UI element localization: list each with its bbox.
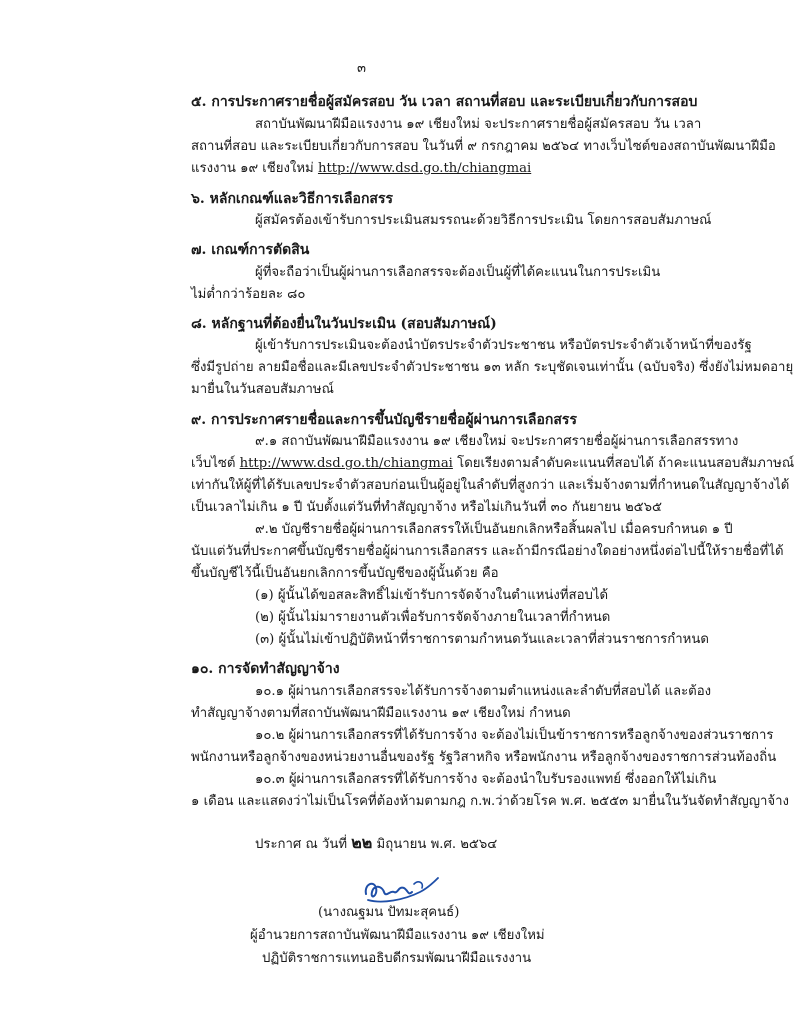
section-8-heading: ๘. หลักฐานที่ต้องยื่นในวันประเมิน (สอบสัมภาษณ์) [191, 316, 497, 332]
section-9-1-line-4: เป็นเวลาไม่เกิน ๑ ปี นับตั้งแต่วันที่ทำสัญญาจ้าง หรือไม่เกินวันที่ ๓๐ กันยายน ๒๕๖๕ [191, 500, 662, 515]
signatory-name: (นางณฐมน ปัทมะสุคนธ์) [318, 905, 460, 920]
section-10-heading: ๑๐. การจัดทำสัญญาจ้าง [191, 661, 340, 677]
section-8-line-1: ผู้เข้ารับการประเมินจะต้องนำบัตรประจำตัวประชาชน หรือบัตรประจำตัวเจ้าหน้าที่ของรัฐ [255, 338, 752, 353]
section-5-line-1: สถาบันพัฒนาฝีมือแรงงาน ๑๙ เชียงใหม่ จะประกาศรายชื่อผู้สมัครสอบ วัน เวลา [255, 117, 702, 132]
section-10-2-line-1: ๑๐.๒ ผู้ผ่านการเลือกสรรที่ได้รับการจ้าง จะต้องไม่เป็นข้าราชการหรือลูกจ้างของส่วนราชการ [255, 728, 774, 743]
page-number: ๓ [356, 61, 366, 76]
list-item: (๓) ผู้นั้นไม่เข้าปฏิบัติหน้าที่ราชการตามกำหนดวันและเวลาที่ส่วนราชการกำหนด [255, 632, 709, 647]
section-9-2-line-1: ๙.๒ บัญชีรายชื่อผู้ผ่านการเลือกสรรให้เป็นอันยกเลิกหรือสิ้นผลไป เมื่อครบกำหนด ๑ ปี [255, 522, 733, 537]
section-9-1-line-1: ๙.๑ สถาบันพัฒนาฝีมือแรงงาน ๑๙ เชียงใหม่ จะประกาศรายชื่อผู้ผ่านการเลือกสรรทาง [255, 434, 739, 449]
section-9-1-website-label: เว็บไซต์ [191, 456, 236, 471]
section-8-line-3: มายื่นในวันสอบสัมภาษณ์ [191, 382, 334, 397]
section-9-2-line-3: ขึ้นบัญชีไว้นี้เป็นอันยกเลิกการขึ้นบัญชีของผู้นั้นด้วย คือ [191, 566, 499, 581]
announcement-date-prefix: ประกาศ ณ วันที่ [255, 837, 348, 852]
section-9-heading: ๙. การประกาศรายชื่อและการขึ้นบัญชีรายชื่อผู้ผ่านการเลือกสรร [191, 412, 577, 428]
section-5-line-2: สถานที่สอบ และระเบียบเกี่ยวกับการสอบ ในวันที่ ๙ กรกฎาคม ๒๕๖๔ ทางเว็บไซต์ของสถาบันพัฒนาฝีมือ [191, 139, 776, 154]
section-9-1-line-3: เท่ากันให้ผู้ที่ได้รับเลขประจำตัวสอบก่อนเป็นผู้อยู่ในลำดับที่สูงกว่า และเริ่มจ้างตามที่กำหนดในสัญญาจ้างได้ [191, 478, 790, 493]
section-9-1-line-2-rest: โดยเรียงตามลำดับคะแนนที่สอบได้ ถ้าคะแนนสอบสัมภาษณ์ [457, 456, 794, 471]
section-7-line-1: ผู้ที่จะถือว่าเป็นผู้ผ่านการเลือกสรรจะต้องเป็นผู้ที่ได้คะแนนในการประเมิน [255, 265, 661, 280]
section-10-2-line-2: พนักงานหรือลูกจ้างของหน่วยงานอื่นของรัฐ รัฐวิสาหกิจ หรือพนักงาน หรือลูกจ้างของราชการส่วนท้องถิ่น [191, 750, 777, 765]
section-9-2-line-2: นับแต่วันที่ประกาศขึ้นบัญชีรายชื่อผู้ผ่านการเลือกสรร และถ้ามีกรณีอย่างใดอย่างหนึ่งต่อไปนี้ให้รายชื่อที่ได้ [191, 544, 784, 559]
section-9-1-line-2 [191, 455, 794, 473]
announcement-day: ๒๒ [351, 833, 373, 852]
section-6-heading: ๖. หลักเกณฑ์และวิธีการเลือกสรร [191, 191, 394, 207]
section-10-1-line-1: ๑๐.๑ ผู้ผ่านการเลือกสรรจะได้รับการจ้างตามตำแหน่งและลำดับที่สอบได้ และต้อง [255, 684, 712, 699]
section-5-line-3 [191, 160, 531, 178]
section-5-line-3-text: แรงงาน ๑๙ เชียงใหม่ [191, 161, 314, 176]
section-5-heading: ๕. การประกาศรายชื่อผู้สมัครสอบ วัน เวลา สถานที่สอบ และระเบียบเกี่ยวกับการสอบ [191, 94, 698, 110]
section-7-heading: ๗. เกณฑ์การตัดสิน [191, 242, 310, 258]
section-7-line-2: ไม่ต่ำกว่าร้อยละ ๘๐ [191, 287, 306, 302]
section-10-3-line-2: ๑ เดือน และแสดงว่าไม่เป็นโรคที่ต้องห้ามตามกฎ ก.พ.ว่าด้วยโรค พ.ศ. ๒๕๕๓ มายื่นในวันจัดทำสัญญาจ้าง [191, 794, 789, 809]
signatory-title-1: ผู้อำนวยการสถาบันพัฒนาฝีมือแรงงาน ๑๙ เชียงใหม่ [250, 928, 545, 943]
announcement-date [255, 834, 497, 854]
section-10-3-line-1: ๑๐.๓ ผู้ผ่านการเลือกสรรที่ได้รับการจ้าง จะต้องนำใบรับรองแพทย์ ซึ่งออกให้ไม่เกิน [255, 772, 717, 787]
list-item: (๑) ผู้นั้นได้ขอสละสิทธิ์ไม่เข้ารับการจัดจ้างในตำแหน่งที่สอบได้ [255, 588, 609, 603]
section-10-1-line-2: ทำสัญญาจ้างตามที่สถาบันพัฒนาฝีมือแรงงาน ๑๙ เชียงใหม่ กำหนด [191, 706, 571, 721]
dsd-website-link[interactable]: http://www.dsd.go.th/chiangmai [317, 161, 532, 176]
signatory-title-2: ปฏิบัติราชการแทนอธิบดีกรมพัฒนาฝีมือแรงงาน [262, 951, 532, 966]
section-6-line-1: ผู้สมัครต้องเข้ารับการประเมินสมรรถนะด้วยวิธีการประเมิน โดยการสอบสัมภาษณ์ [255, 213, 712, 228]
announcement-date-suffix: มิถุนายน พ.ศ. ๒๕๖๔ [376, 837, 498, 852]
list-item: (๒) ผู้นั้นไม่มารายงานตัวเพื่อรับการจัดจ้างภายในเวลาที่กำหนด [255, 610, 611, 625]
dsd-website-link-2[interactable]: http://www.dsd.go.th/chiangmai [239, 456, 453, 471]
section-8-line-2: ซึ่งมีรูปถ่าย ลายมือชื่อและมีเลขประจำตัวประชาชน ๑๓ หลัก ระบุชัดเจนเท่านั้น (ฉบับจริง) ซึ่งยังไม่หมดอายุ [191, 360, 794, 375]
